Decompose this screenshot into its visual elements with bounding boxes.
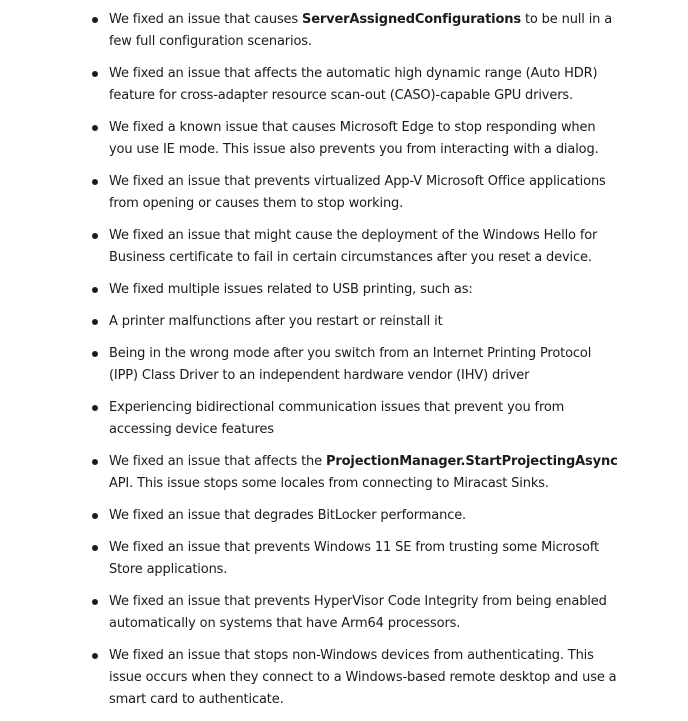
list-item: [0, 505, 688, 527]
bullet-icon: [92, 599, 98, 605]
bullet-icon: [92, 653, 98, 659]
item-text: We fixed an issue that prevents HyperVisor Code Integrity from being enabled automatically on systems that have Arm64 processors.: [109, 594, 607, 631]
item-text-tail: to be null in a few full configuration scenarios.: [109, 12, 613, 49]
item-text: We fixed an issue that might cause the deployment of the Windows Hello for Business certificate to fail in certain circumstances after you reset a device.: [109, 228, 598, 265]
item-text: We fixed an issue that prevents Windows 11 SE from trusting some Microsoft Store applications.: [109, 540, 599, 577]
bullet-icon: [92, 545, 98, 551]
item-text: We fixed a known issue that causes Microsoft Edge to stop responding when you use IE mode. This issue also prevents you from interacting with a dialog.: [109, 120, 599, 157]
item-text: We fixed an issue that prevents virtualized App-V Microsoft Office applications from opening or causes them to stop working.: [109, 174, 606, 211]
item-text-tail: API. This issue stops some locales from connecting to Miracast Sinks.: [109, 476, 549, 491]
item-bold-text: ServerAssignedConfigurations: [302, 12, 521, 27]
list-item: [0, 397, 688, 441]
list-item: [0, 279, 688, 301]
list-item: [0, 117, 688, 161]
bullet-icon: [92, 233, 98, 239]
item-text: We fixed an issue that affects the automatic high dynamic range (Auto HDR) feature for cross-adapter resource scan-out (CASO)-capable GPU drivers.: [109, 66, 598, 103]
list-item: [0, 451, 688, 495]
list-item: [0, 171, 688, 215]
fixed-issues-list: [0, 9, 688, 721]
bullet-icon: [92, 459, 98, 465]
item-text: We fixed an issue that degrades BitLocker performance.: [109, 508, 467, 523]
bullet-icon: [92, 125, 98, 131]
item-text: Experiencing bidirectional communication issues that prevent you from accessing device features: [109, 400, 565, 437]
item-text: We fixed an issue that affects the: [109, 454, 326, 469]
item-text: We fixed an issue that causes: [109, 12, 303, 27]
bullet-icon: [92, 17, 98, 23]
bullet-icon: [92, 319, 98, 325]
list-item: [0, 591, 688, 635]
bullet-icon: [92, 513, 98, 519]
item-text: Being in the wrong mode after you switch from an Internet Printing Protocol (IPP) Class Driver to an independent hardware vendor (IHV) driver: [109, 346, 592, 383]
list-item: [0, 225, 688, 269]
bullet-icon: [92, 287, 98, 293]
item-text: We fixed multiple issues related to USB printing, such as:: [109, 282, 473, 297]
list-item: [0, 63, 688, 107]
bullet-icon: [92, 179, 98, 185]
bullet-icon: [92, 71, 98, 77]
list-item: [0, 343, 688, 387]
list-item: [0, 537, 688, 581]
item-text: We fixed an issue that stops non-Windows devices from authenticating. This issue occurs when they connect to a Windows-based remote desktop and use a smart card to authenticate.: [109, 648, 617, 707]
list-item: [0, 311, 688, 333]
bullet-icon: [92, 351, 98, 357]
item-text: A printer malfunctions after you restart or reinstall it: [109, 314, 443, 329]
list-item: [0, 645, 688, 711]
item-bold-text: ProjectionManager.StartProjectingAsync: [325, 454, 618, 469]
bullet-icon: [92, 405, 98, 411]
list-item: [0, 9, 688, 53]
